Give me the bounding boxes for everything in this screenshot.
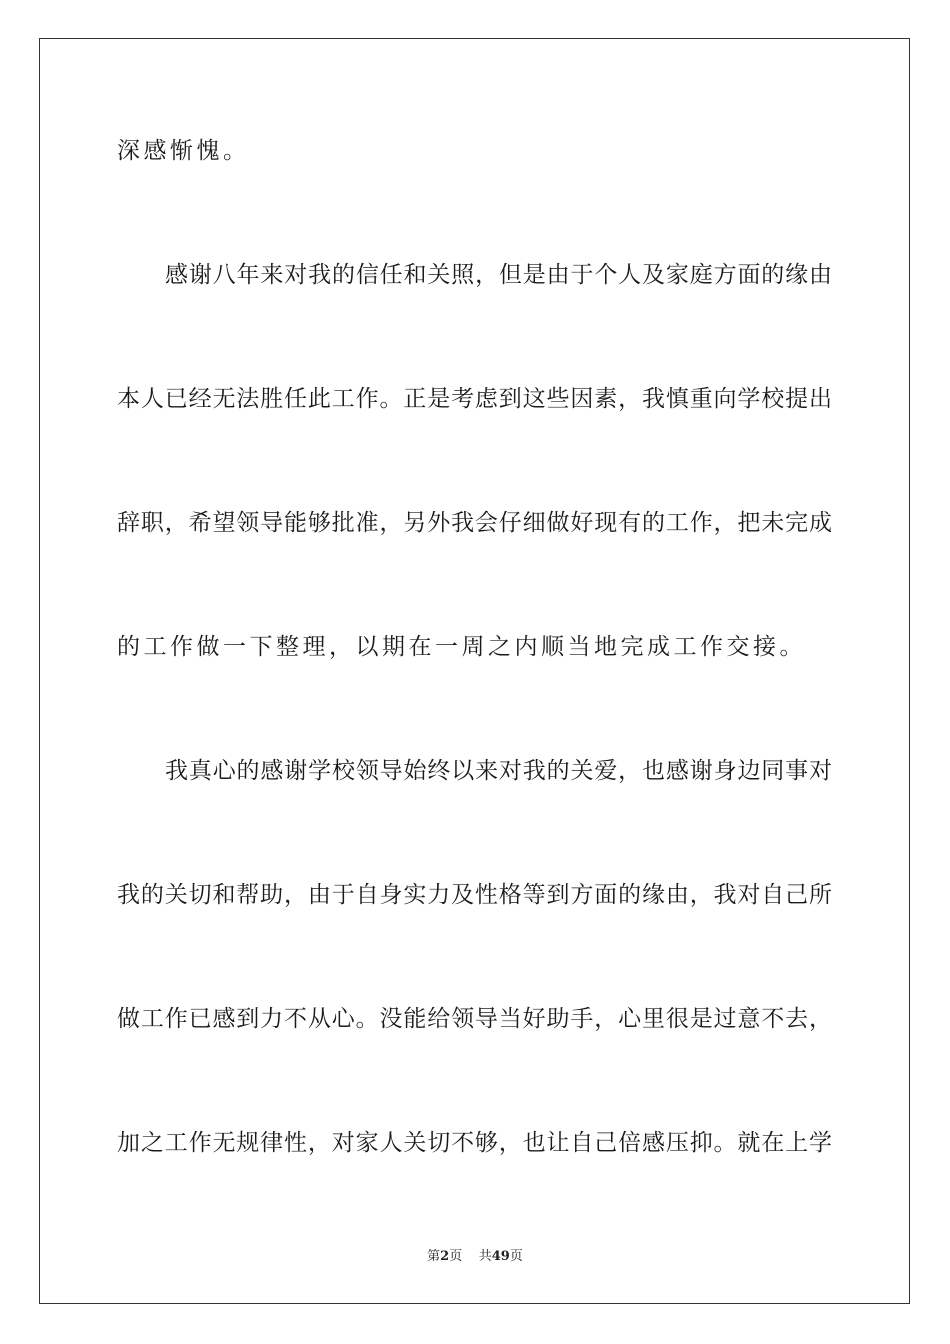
total-suffix: 页 (509, 1249, 523, 1264)
text-line-6: 我真心的感谢学校领导始终以来对我的关爱，也感谢身边同事对 (165, 758, 832, 784)
text-line-7: 我的关切和帮助，由于自身实力及性格等到方面的缘由，我对自己所 (117, 882, 832, 908)
text-line-2: 感谢八年来对我的信任和关照，但是由于个人及家庭方面的缘由 (165, 262, 832, 288)
total-prefix: 共 (478, 1249, 492, 1264)
text-line-9: 加之工作无规律性，对家人关切不够，也让自己倍感压抑。就在上学 (117, 1130, 832, 1156)
page-suffix: 页 (449, 1249, 463, 1264)
text-line-3: 本人已经无法胜任此工作。正是考虑到这些因素，我慎重向学校提出 (117, 386, 832, 412)
text-line-1: 深感惭愧。 (117, 138, 250, 164)
text-line-8: 做工作已感到力不从心。没能给领导当好助手，心里很是过意不去， (117, 1006, 832, 1032)
page-border (39, 38, 910, 1304)
page-footer (0, 1248, 950, 1266)
total-pages: 49 (491, 1249, 510, 1264)
text-line-5: 的工作做一下整理，以期在一周之内顺当地完成工作交接。 (117, 634, 806, 660)
text-line-4: 辞职，希望领导能够批准，另外我会仔细做好现有的工作，把未完成 (117, 510, 832, 536)
page-number: 2 (440, 1249, 450, 1264)
page-prefix: 第 (427, 1249, 441, 1264)
